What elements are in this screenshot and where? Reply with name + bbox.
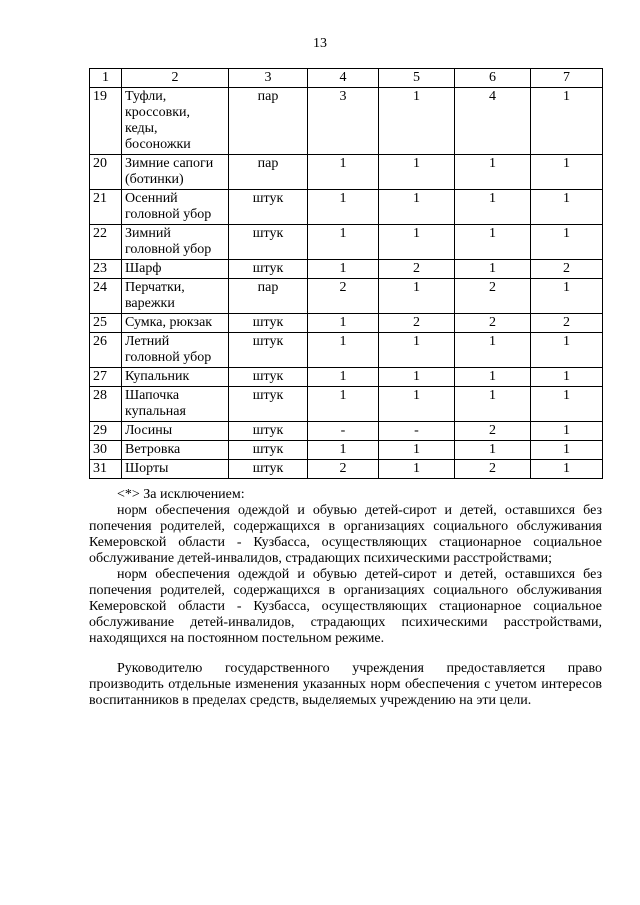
norm-col-4: 3 [308,88,379,155]
header-cell-6: 6 [455,69,531,88]
table-row [90,225,603,260]
norm-col-7: 1 [531,460,603,479]
norm-col-5: 1 [379,190,455,225]
norm-col-7: 1 [531,333,603,368]
table-row [90,387,603,422]
norm-col-4: 1 [308,441,379,460]
item-name: Ветровка [122,441,229,460]
norm-col-6: 1 [455,190,531,225]
norm-col-4: 1 [308,190,379,225]
norm-col-4: 1 [308,387,379,422]
norm-col-4: 2 [308,460,379,479]
director-paragraph: Руководителю государственного учреждения предоставляется право производить отдельные изменения указанных норм обеспечения с учетом интересов воспитанников в пределах средств, выделяемых учреждению на эти цели. [89,661,602,708]
norm-col-4: 2 [308,279,379,314]
header-cell-2: 2 [122,69,229,88]
norm-col-5: 1 [379,88,455,155]
header-cell-3: 3 [229,69,308,88]
table-row [90,88,603,155]
table-row [90,368,603,387]
header-cell-5: 5 [379,69,455,88]
table-row [90,422,603,441]
header-cell-1: 1 [90,69,122,88]
row-number: 28 [90,387,122,422]
norm-col-7: 1 [531,387,603,422]
table-row [90,333,603,368]
norm-col-6: 2 [455,279,531,314]
item-name: Зимние сапоги (ботинки) [122,155,229,190]
unit: штук [229,225,308,260]
norm-col-4: 1 [308,333,379,368]
row-number: 26 [90,333,122,368]
unit: штук [229,441,308,460]
row-number: 29 [90,422,122,441]
norm-col-5: 1 [379,279,455,314]
norm-col-5: 1 [379,155,455,190]
norm-col-6: 1 [455,333,531,368]
item-name: Летний головной убор [122,333,229,368]
norm-col-5: 1 [379,225,455,260]
norm-col-7: 1 [531,155,603,190]
norm-col-6: 4 [455,88,531,155]
norm-col-5: 1 [379,333,455,368]
exception-item-2: норм обеспечения одеждой и обувью детей-сирот и детей, оставшихся без попечения родителей, содержащихся в организациях социального обслуживания Кемеровской области - Кузбасса, осуществляющих стационарное социальное обслуживание детей-инвалидов, страдающих психическими расстройствами, находящихся на постоянном постельном режиме. [89,567,602,646]
unit: штук [229,314,308,333]
norm-col-7: 2 [531,314,603,333]
unit: штук [229,422,308,441]
table-row [90,155,603,190]
row-number: 20 [90,155,122,190]
item-name: Шарф [122,260,229,279]
norm-col-6: 2 [455,422,531,441]
norm-col-7: 1 [531,225,603,260]
norm-col-6: 2 [455,460,531,479]
norm-col-4: 1 [308,260,379,279]
exception-item-1: норм обеспечения одеждой и обувью детей-сирот и детей, оставшихся без попечения родителей, содержащихся в организациях социального обслуживания Кемеровской области - Кузбасса, осуществляющих стационарное социальное обслуживание детей-инвалидов, страдающих психическими расстройствами; [89,503,602,566]
item-name: Осенний головной убор [122,190,229,225]
norm-col-7: 2 [531,260,603,279]
item-name: Шапочка купальная [122,387,229,422]
item-name: Сумка, рюкзак [122,314,229,333]
table-header-row [90,69,603,88]
norms-table [89,68,603,479]
table-row [90,460,603,479]
norm-col-5: 1 [379,368,455,387]
row-number: 22 [90,225,122,260]
norm-col-5: 2 [379,314,455,333]
item-name: Зимний головной убор [122,225,229,260]
norm-col-4: 1 [308,368,379,387]
norm-col-4: 1 [308,155,379,190]
item-name: Туфли, кроссовки, кеды, босоножки [122,88,229,155]
norm-col-7: 1 [531,422,603,441]
table-row [90,441,603,460]
norm-col-7: 1 [531,368,603,387]
norm-col-5: 1 [379,441,455,460]
table-row [90,314,603,333]
norm-col-6: 1 [455,260,531,279]
header-cell-7: 7 [531,69,603,88]
row-number: 30 [90,441,122,460]
norm-col-7: 1 [531,441,603,460]
norm-col-4: 1 [308,314,379,333]
unit: пар [229,88,308,155]
norm-col-7: 1 [531,279,603,314]
norm-col-6: 1 [455,155,531,190]
norm-col-6: 1 [455,387,531,422]
unit: штук [229,387,308,422]
norm-col-5: - [379,422,455,441]
norm-col-6: 1 [455,368,531,387]
norm-col-5: 1 [379,460,455,479]
unit: штук [229,333,308,368]
norm-col-4: 1 [308,225,379,260]
table-row [90,260,603,279]
unit: штук [229,260,308,279]
row-number: 21 [90,190,122,225]
norm-col-6: 1 [455,441,531,460]
norm-col-4: - [308,422,379,441]
footnote-label: <*> За исключением: [117,487,245,502]
item-name: Купальник [122,368,229,387]
row-number: 23 [90,260,122,279]
notes-section [89,487,602,709]
unit: штук [229,368,308,387]
row-number: 24 [90,279,122,314]
table-row [90,190,603,225]
page-number: 13 [313,36,327,51]
norm-col-5: 2 [379,260,455,279]
row-number: 25 [90,314,122,333]
item-name: Перчатки, варежки [122,279,229,314]
norm-col-7: 1 [531,190,603,225]
norm-col-5: 1 [379,387,455,422]
row-number: 27 [90,368,122,387]
table-row [90,279,603,314]
norm-col-7: 1 [531,88,603,155]
norm-col-6: 2 [455,314,531,333]
item-name: Шорты [122,460,229,479]
unit: штук [229,460,308,479]
norm-col-6: 1 [455,225,531,260]
row-number: 19 [90,88,122,155]
unit: штук [229,190,308,225]
header-cell-4: 4 [308,69,379,88]
row-number: 31 [90,460,122,479]
item-name: Лосины [122,422,229,441]
unit: пар [229,155,308,190]
unit: пар [229,279,308,314]
